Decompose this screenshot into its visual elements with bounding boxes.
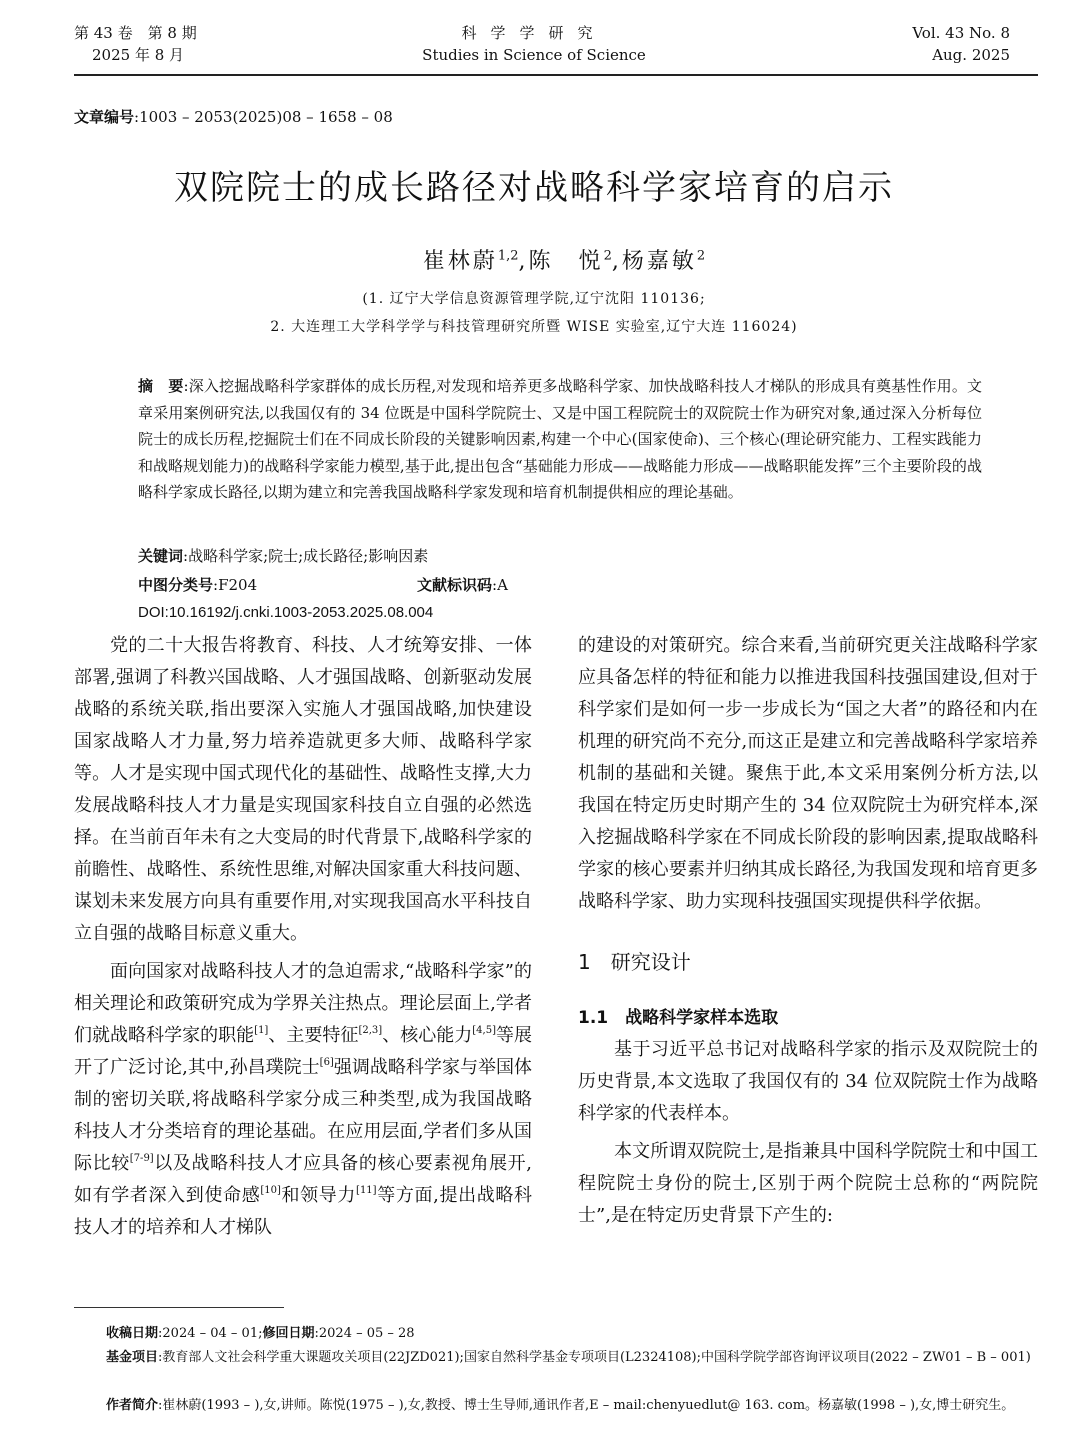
footnote-authors (74, 1394, 1036, 1418)
author-3: 杨嘉敏 (621, 249, 697, 274)
funding-label: 基金项目 (106, 1350, 159, 1365)
document-code-value: :A (492, 576, 508, 594)
keywords-label: 关键词 (138, 547, 184, 565)
citation[interactable]: [11] (356, 1185, 377, 1196)
footnote-funding (74, 1346, 1036, 1370)
date-cn: 2025 年 8 月 (92, 46, 185, 64)
keywords (138, 545, 428, 566)
abstract (138, 373, 982, 506)
author-2-affil: 2 (603, 248, 612, 264)
text-run: 等展开了广泛讨论,其中,孙昌璞院士 (74, 1025, 533, 1078)
citation[interactable]: [4,5] (472, 1025, 496, 1036)
header-rule (74, 74, 1038, 76)
date-en: Aug. 2025 (932, 46, 1010, 64)
doi: DOI:10.16192/j.cnki.1003-2053.2025.08.004 (138, 604, 434, 621)
intro-paragraph-1: 党的二十大报告将教育、科技、人才统筹安排、一体部署,强调了科教兴国战略、人才强国战略、创新驱动发展战略的系统关联,指出要深入实施人才强国战略,加快建设国家战略人才力量,努力培养造就更多大师、战略科学家等。人才是实现中国式现代化的基础性、战略性支撑,大力发展战略科技人才力量是实现国家科技自立自强的必然选择。在当前百年未有之大变局的时代背景下,战略科学家的前瞻性、战略性、系统性思维,对解决国家重大科技问题、谋划未来发展方向具有重要作用,对实现我国高水平科技自立自强的战略目标意义重大。 (74, 635, 532, 944)
abstract-text: :深入挖掘战略科学家群体的成长历程,对发现和培养更多战略科学家、加快战略科技人才梯队的形成具有奠基性作用。文章采用案例研究法,以我国仅有的 34 位既是中国科学院院士、又是中国工程院院士的双院院士作为研究对象,通过深入分析每位院士的成长历程,挖掘院士们在不同成长阶段的关键影响因素,构建一个中心(国家使命)、三个核心(理论研究能力、工程实践能力和战略规划能力)的战略科学家能力模型,基于此,提出包含“基础能力形成——战略能力形成——战略职能发挥”三个主要阶段的战略科学家成长路径,以期为建立和完善我国战略科学家发现和培育机制提供相应的理论基础。 (138, 377, 982, 501)
journal-name-cn: 科学学研究 (461, 24, 607, 42)
funding-text: :教育部人文社会科学重大课题攻关项目(22JZD021);国家自然科学基金专项项目(L2324108);中国科学院学部咨询评议项目(2022 – ZW01 – B – 001) (158, 1350, 1031, 1365)
section-paragraph-1: 基于习近平总书记对战略科学家的指示及双院院士的历史背景,本文选取了我国仅有的 34 位双院院士作为战略科学家的代表样本。 (578, 1039, 1038, 1124)
author-1-affil: 1,2 (497, 248, 519, 264)
clc-number (138, 574, 257, 595)
journal-name-en: Studies in Science of Science (422, 46, 646, 64)
keywords-value: :战略科学家;院士;成长路径;影响因素 (183, 547, 429, 565)
text-run: 等方面,提出战略科技人才的培养和人才梯队 (74, 1185, 533, 1238)
author-3-affil: 2 (696, 248, 706, 264)
author-bio-label: 作者简介 (106, 1398, 159, 1413)
received-date: :2024 – 04 – 01; (158, 1326, 263, 1341)
document-code-label: 文献标识码 (417, 576, 493, 594)
intro-paragraph-2-continued: 的建设的对策研究。综合来看,当前研究更关注战略科学家应具备怎样的特征和能力以推进我国科技强国建设,但对于科学家们是如何一步一步成长为“国之大者”的路径和内在机理的研究尚不充分,而这正是建立和完善战略科学家培养机制的基础和关键。聚焦于此,本文采用案例分析方法,以我国在特定历史时期产生的 34 位双院院士为研究样本,深入挖掘战略科学家在不同成长阶段的影响因素,提取战略科学家的核心要素并归纳其成长路径,为我国发现和培育更多战略科学家、助力实现科技强国实现提供科学依据。 (578, 635, 1038, 912)
text-run: 以及战略科技人才应具备的核心要素视角展开,如有学者深入到使命感 (74, 1153, 532, 1206)
revised-label: 修回日期 (262, 1326, 315, 1341)
section-paragraph-2: 本文所谓双院院士,是指兼具中国科学院院士和中国工程院院士身份的院士,区别于两个院院士总称的“两院院士”,是在特定历史背景下产生的: (578, 1141, 1038, 1226)
author-list: 崔林蔚$^{1,2}$,陈 悦$^2$,杨嘉敏$^2$ (422, 248, 706, 274)
subsection-heading: 1.1 战略科学家样本选取 (578, 1008, 779, 1028)
citation[interactable]: [6] (319, 1057, 334, 1068)
abstract-label: 摘 要 (138, 377, 184, 395)
section-heading: 1 研究设计 (578, 950, 691, 974)
text-run: 、核心能力 (382, 1025, 473, 1046)
document-code (417, 574, 508, 595)
body-right-column (578, 630, 1038, 1232)
author-2: 陈 悦 (528, 249, 604, 274)
journal-issue-en (912, 22, 1010, 66)
received-label: 收稿日期 (106, 1326, 159, 1341)
body-left-column (74, 630, 532, 1244)
volume-en: Vol. 43 No. 8 (912, 24, 1010, 42)
journal-name (0, 22, 1068, 66)
citation[interactable]: [10] (260, 1185, 281, 1196)
author-1: 崔林蔚 (422, 249, 498, 274)
clc-label: 中图分类号 (138, 576, 214, 594)
paper-title: 双院院士的成长路径对战略科学家培育的启示 (174, 168, 894, 208)
article-number-value: :1003 – 2053(2025)08 – 1658 – 08 (134, 108, 393, 126)
author-bio-text: :崔林蔚(1993 – ),女,讲师。陈悦(1975 – ),女,教授、博士生导师,通讯作者,E – mail:chenyuedlut@ 163. com。杨嘉敏(1998 – ),女,博士研究生。 (158, 1398, 1015, 1413)
text-run: 面向国家对战略科技人才的急迫需求,“战略科学家”的相关理论和政策研究成为学界关注热点。理论层面上,学者们就战略科学家的职能 (74, 961, 532, 1046)
citation[interactable]: [2,3] (358, 1025, 383, 1036)
affiliation-2: 2. 大连理工大学科学学与科技管理研究所暨 WISE 实验室,辽宁大连 116024) (270, 319, 798, 335)
citation[interactable]: [7-9] (129, 1153, 154, 1164)
footnote-rule (74, 1307, 284, 1308)
text-run: 、主要特征 (268, 1025, 359, 1046)
clc-value: :F204 (213, 576, 258, 594)
article-number-label: 文章编号 (74, 108, 135, 126)
intro-paragraph-2 (74, 956, 532, 1244)
footnote-dates (74, 1322, 1036, 1346)
revised-date: :2024 – 05 – 28 (314, 1326, 415, 1341)
volume-cn: 第 43 卷 第 8 期 (74, 24, 197, 42)
text-run: 强调战略科学家与举国体制的密切关联,将战略科学家分成三种类型,成为我国战略科技人才分类培育的理论基础。在应用层面,学者们多从国际比较 (74, 1057, 533, 1174)
citation[interactable]: [1] (254, 1025, 269, 1036)
article-number (74, 106, 393, 127)
affiliation-1: (1. 辽宁大学信息资源管理学院,辽宁沈阳 110136; (362, 291, 706, 307)
text-run: 和领导力 (280, 1185, 357, 1206)
